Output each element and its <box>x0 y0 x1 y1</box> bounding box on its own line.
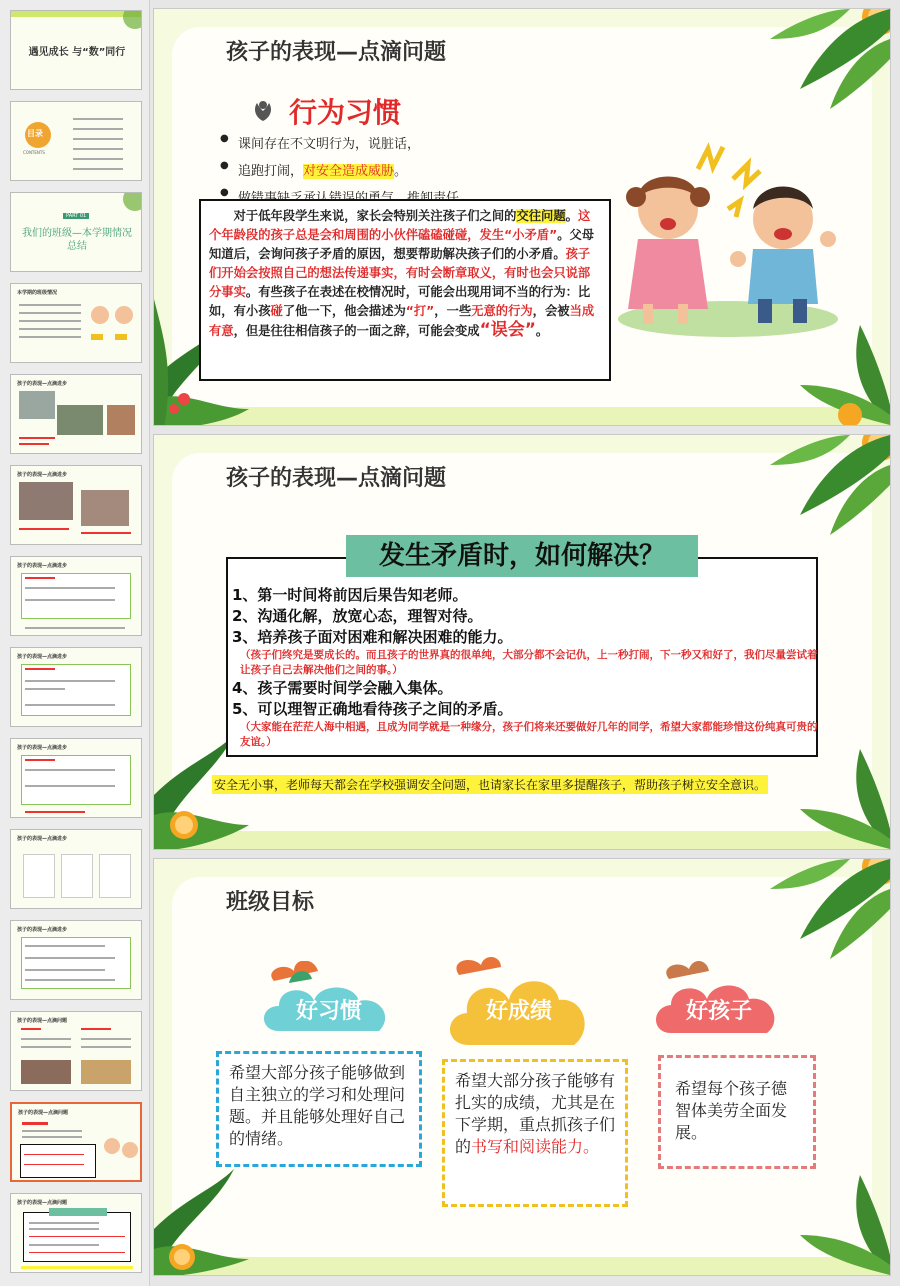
slide-class-goals <box>153 858 891 1276</box>
photo <box>21 1060 71 1084</box>
slide-title: 孩子的表现—点滴问题 <box>226 40 447 65</box>
solution-item: 5、可以理智正确地看待孩子之间的矛盾。 <box>232 700 513 718</box>
photo <box>19 482 73 520</box>
toc-sub: CONTENTS <box>23 150 45 155</box>
goal-label-good-child: 好孩子 <box>685 999 752 1024</box>
thumbnail-6[interactable] <box>10 465 142 545</box>
solution-item: 3、培养孩子面对困难和解决困难的能力。 <box>232 628 513 646</box>
thumbnail-4[interactable] <box>10 283 142 363</box>
solution-note: （大家能在茫茫人海中相遇，且成为同学就是一种缘分，孩子们将来还要做好几年的同学，希望大家都能珍惜这份纯真可贵的友谊。） <box>240 721 818 748</box>
goal-label-good-habit: 好习惯 <box>295 999 362 1024</box>
part-label: PART 01 <box>63 213 89 219</box>
toc-label: 目录 <box>27 129 43 138</box>
leaf-decor-icon <box>730 859 890 969</box>
thumbnail-title: 孩子的表现—点滴进步 <box>17 654 68 660</box>
slide-behavior-habits <box>153 8 891 426</box>
thumbnail-3[interactable] <box>10 192 142 272</box>
thumbnail-5[interactable] <box>10 374 142 454</box>
thumbnail-title: 孩子的表现—点滴问题 <box>17 1200 68 1206</box>
leaf-decor-icon <box>123 10 142 29</box>
goal-text-good-grades: 希望大部分孩子能够有扎实的成绩，尤其是在下学期，重点抓孩子们的书写和阅读能力。 <box>442 1059 628 1207</box>
thumbnail-2[interactable] <box>10 101 142 181</box>
goal-label-good-grades: 好成绩 <box>485 999 552 1024</box>
thumbnail-12[interactable] <box>10 1011 142 1091</box>
arguing-kids-illustration <box>608 139 843 339</box>
thumbnail-title: 孩子的表现—点滴进步 <box>17 836 68 842</box>
solution-note: （孩子们终究是要成长的。而且孩子的世界真的很单纯，大部分都不会记仇，上一秒打闹，下一秒又和好了，我们尽量尝试着让孩子自己去解决他们之间的事。） <box>240 649 818 676</box>
goal-text-good-child: 希望每个孩子德智体美劳全面发展。 <box>658 1055 816 1169</box>
thumbnail-title: 孩子的表现—点滴问题 <box>17 1018 68 1024</box>
boy-icon <box>115 306 133 324</box>
thumbnail-10[interactable] <box>10 829 142 909</box>
photo <box>19 391 55 419</box>
thumbnail-title: 本学期的班级情况 <box>17 290 58 296</box>
thumbnail-title: 孩子的表现—点滴进步 <box>17 927 68 933</box>
thumbnail-title: 孩子的表现—点滴进步 <box>17 563 68 569</box>
solutions-list <box>232 585 822 750</box>
thumbnail-11[interactable] <box>10 920 142 1000</box>
leaf-decor-icon <box>780 1155 890 1275</box>
slide-resolve-conflict <box>153 434 891 850</box>
solution-item: 1、第一时间将前因后果告知老师。 <box>232 586 468 604</box>
thumbnail-title: 孩子的表现—点滴进步 <box>17 745 68 751</box>
solution-item: 2、沟通化解，放宽心态，理智对待。 <box>232 607 483 625</box>
photo <box>81 1060 131 1084</box>
habit-title: 行为习惯 <box>289 96 402 129</box>
thumbnail-title: 孩子的表现—点滴进步 <box>17 381 68 387</box>
conflict-box-title: 发生矛盾时，如何解决？ <box>346 535 698 577</box>
habit-heading <box>249 91 401 131</box>
kid-icon <box>104 1138 120 1154</box>
conflict-explanation-box: 对于低年段学生来说，家长会特别关注孩子们之间的交往问题。这个年龄段的孩子总是会和周围的小伙伴磕磕碰碰，发生“小矛盾”。父母知道后，会询问孩子矛盾的原因，想要帮助解决孩子们的小矛盾。孩子们开始会按照自己的想法传递事实，有时会断章取义，有时也会只说部分事实。有些孩子在表述在校情况时，可能会出现用词不当的行为：比如，有小孩碰了他一下，他会描述为“打”，一些无意的行为，会被当成有意，但是往往相信孩子的一面之辞，可能会变成“误会”。 <box>199 199 611 381</box>
photo <box>107 405 135 435</box>
photo <box>57 405 103 435</box>
thumbnail-7[interactable] <box>10 556 142 636</box>
flower-icon <box>249 97 277 125</box>
slide-thumbnail-panel <box>0 0 150 1286</box>
thumbnail-title: 遇见成长 与“数”同行 <box>28 47 126 58</box>
thumbnail-title: 孩子的表现—点滴问题 <box>18 1110 69 1116</box>
leaf-decor-icon <box>123 192 142 211</box>
thumbnail-8[interactable] <box>10 647 142 727</box>
girl-icon <box>91 306 109 324</box>
goal-text-good-habit: 希望大部分孩子能够做到自主独立的学习和处理问题。并且能够处理好自己的情绪。 <box>216 1051 422 1167</box>
thumbnail-13[interactable] <box>10 1102 142 1182</box>
thumbnail-9[interactable] <box>10 738 142 818</box>
thumbnail-1[interactable] <box>10 10 142 90</box>
photo <box>81 490 129 526</box>
slide-title: 孩子的表现—点滴问题 <box>226 466 447 491</box>
safety-note: 安全无小事，老师每天都会在学校强调安全问题，也请家长在家里多提醒孩子，帮助孩子树立安全意识。 <box>212 775 768 794</box>
highlight-safety: 对安全造成威胁 <box>303 164 395 179</box>
thumbnail-title: 孩子的表现—点滴进步 <box>17 472 68 478</box>
leaf-decor-icon <box>730 9 890 119</box>
bullet-item: ● 追跑打闹，对安全造成威胁。 <box>220 160 472 179</box>
section-title: 我们的班级—本学期情况总结 <box>22 228 132 252</box>
thumbnail-14[interactable] <box>10 1193 142 1273</box>
solution-item: 4、孩子需要时间学会融入集体。 <box>232 679 453 697</box>
bullet-item: ● 课间存在不文明行为，说脏话， <box>220 133 472 152</box>
slide-title: 班级目标 <box>226 890 315 915</box>
leaf-decor-icon <box>730 435 890 545</box>
kid-icon <box>122 1142 138 1158</box>
